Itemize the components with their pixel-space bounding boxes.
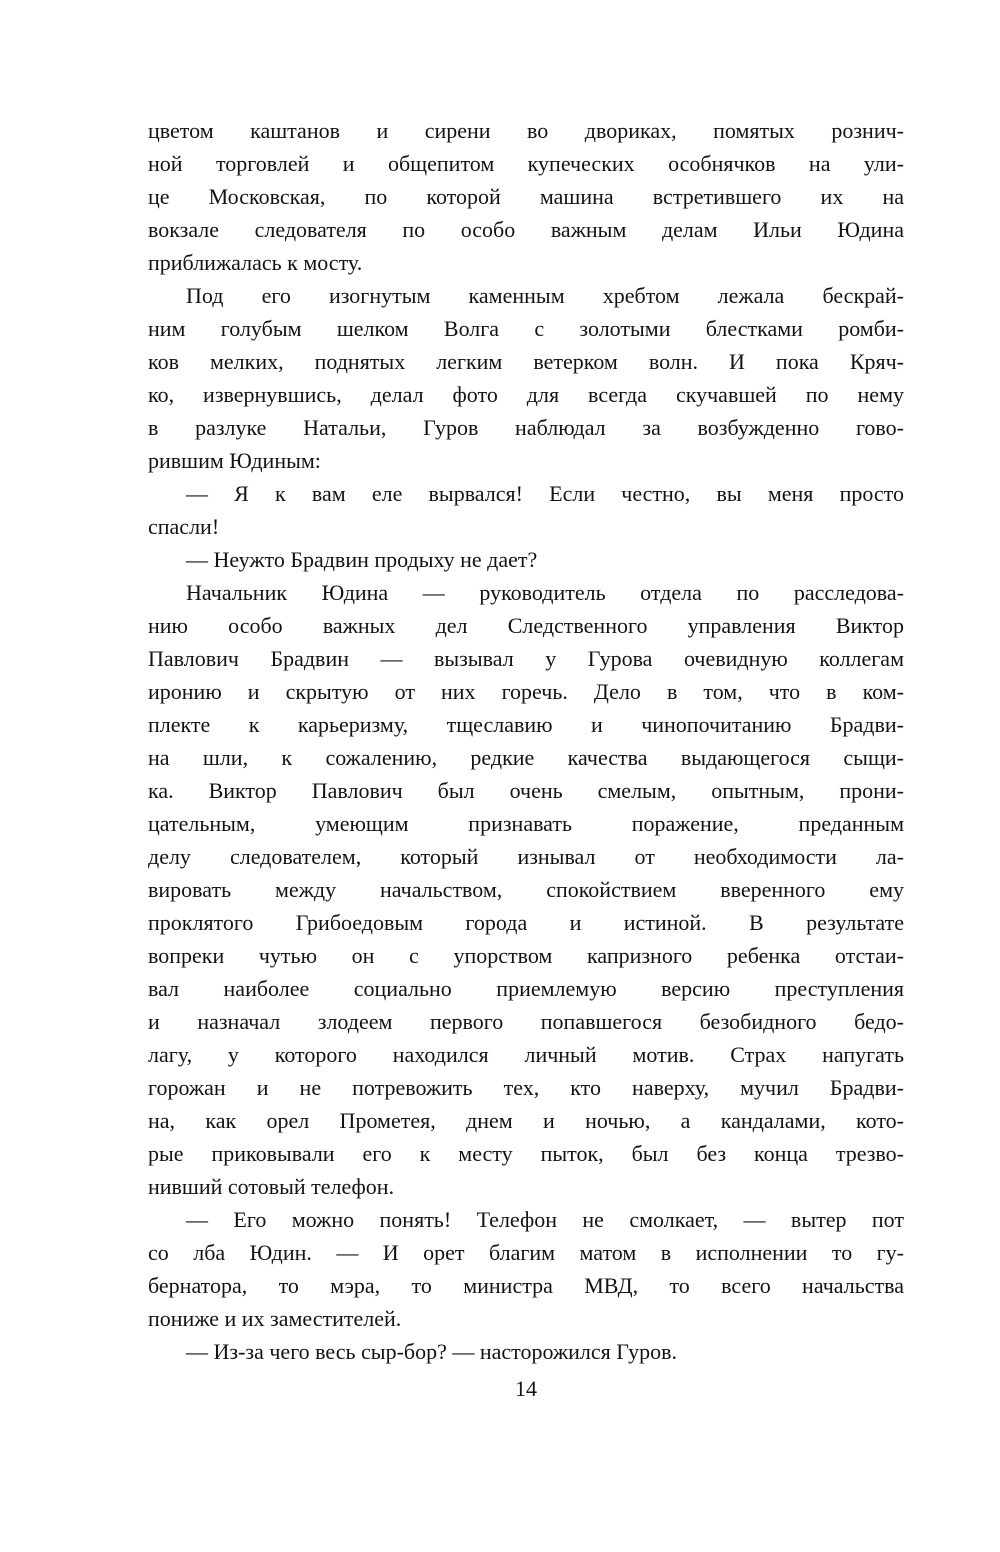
text-line: делу следователем, который изнывал от необходимости ла- — [148, 844, 904, 869]
text-line: Начальник Юдина — руководитель отдела по расследова- — [186, 580, 904, 605]
text-block — [148, 114, 904, 1368]
text-line: и назначал злодеем первого попавшегося безобидного бедо- — [148, 1009, 904, 1034]
text-line: цветом каштанов и сирени во двориках, помятых рознич- — [148, 118, 904, 143]
text-line: вопреки чутью он с упорством капризного ребенка отстаи- — [148, 943, 904, 968]
text-line: нивший сотовый телефон. — [148, 1174, 395, 1199]
paragraph — [148, 543, 904, 576]
text-line: цательным, умеющим признавать поражение, преданным — [148, 811, 904, 836]
paragraph — [148, 114, 904, 279]
text-line: вировать между начальством, спокойствием вверенного ему — [148, 877, 904, 902]
text-line: ним голубым шелком Волга с золотыми блестками ромби- — [148, 316, 904, 341]
text-line: спасли! — [148, 514, 220, 539]
text-line: це Московская, по которой машина встретившего их на — [148, 184, 904, 209]
text-line: — Неужто Брадвин продыху не дает? — [186, 547, 538, 572]
text-line: вал наиболее социально приемлемую версию преступления — [148, 976, 904, 1001]
text-line: рившим Юдиным: — [148, 448, 321, 473]
text-line: ко, извернувшись, делал фото для всегда скучавшей по нему — [148, 382, 904, 407]
text-line: иронию и скрытую от них горечь. Дело в том, что в ком- — [148, 679, 904, 704]
text-line: бернатора, то мэра, то министра МВД, то всего начальства — [148, 1273, 904, 1298]
text-line: Павлович Брадвин — вызывал у Гурова очевидную коллегам — [148, 646, 904, 671]
paragraph — [148, 477, 904, 543]
text-line: ной торговлей и общепитом купеческих особнячков на ули- — [148, 151, 904, 176]
text-line: ков мелких, поднятых легким ветерком волн. И пока Кряч- — [148, 349, 904, 374]
text-line: — Его можно понять! Телефон не смолкает, — вытер пот — [186, 1207, 904, 1232]
text-line: ка. Виктор Павлович был очень смелым, опытным, прони- — [148, 778, 904, 803]
text-line: на, как орел Прометея, днем и ночью, а кандалами, кото- — [148, 1108, 904, 1133]
text-line: со лба Юдин. — И орет благим матом в исполнении то гу- — [148, 1240, 904, 1265]
paragraph — [148, 1203, 904, 1335]
paragraph — [148, 279, 904, 477]
text-line: проклятого Грибоедовым города и истиной. В результате — [148, 910, 904, 935]
text-line: — Я к вам еле вырвался! Если честно, вы меня просто — [186, 481, 904, 506]
text-line: — Из-за чего весь сыр-бор? — насторожился Гуров. — [186, 1339, 678, 1364]
text-line: нию особо важных дел Следственного управления Виктор — [148, 613, 904, 638]
text-line: горожан и не потревожить тех, кто наверху, мучил Брадви- — [148, 1075, 904, 1100]
text-line: плекте к карьеризму, тщеславию и чинопочитанию Брадви- — [148, 712, 904, 737]
paragraph — [148, 1335, 904, 1368]
text-line: пониже и их заместителей. — [148, 1306, 402, 1331]
text-line: рые приковывали его к месту пыток, был без конца трезво- — [148, 1141, 904, 1166]
text-line: в разлуке Натальи, Гуров наблюдал за возбужденно гово- — [148, 415, 904, 440]
text-line: на шли, к сожалению, редкие качества выдающегося сыщи- — [148, 745, 904, 770]
page-number: 14 — [515, 1376, 537, 1401]
text-line: приближалась к мосту. — [148, 250, 363, 275]
text-line: Под его изогнутым каменным хребтом лежала бескрай- — [186, 283, 904, 308]
paragraph — [148, 576, 904, 1203]
text-line: вокзале следователя по особо важным делам Ильи Юдина — [148, 217, 904, 242]
text-line: лагу, у которого находился личный мотив. Страх напугать — [148, 1042, 904, 1067]
